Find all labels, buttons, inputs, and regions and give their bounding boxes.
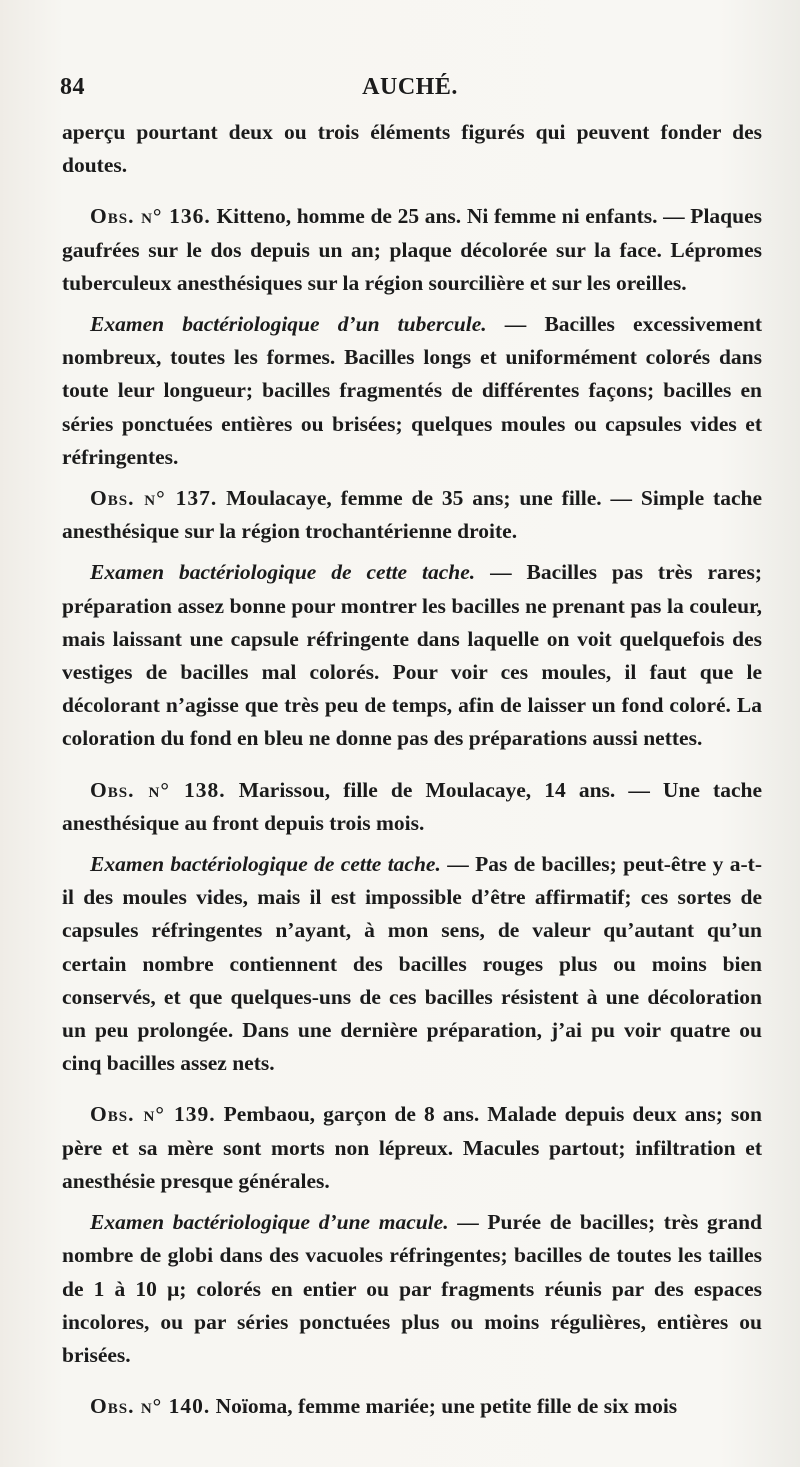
body-text [62,116,762,1431]
exam-label: Examen bactériologique d’un tubercule. [90,312,487,337]
running-title: AUCHÉ. [362,74,458,100]
observation-label: Obs. n° 140. [90,1394,211,1419]
exam-label: Examen bactériologique de cette tache. [90,560,476,585]
exam-paragraph: Examen bactériologique de cette tache. — Bacilles pas très rares; préparation assez bonne pour montrer les bacilles ne prenant pas la couleur, mais laissant une capsule réfringente dans laquelle on voit quelquefois des vestiges de bacilles mal colorés. Pour voir ces moules, il faut que le décolorant n’agisse que très peu de temps, afin de laisser un fond coloré. La coloration du fond en bleu ne donne pas des préparations aussi nettes. [62,560,762,751]
exam-paragraph: Examen bactériologique de cette tache. — Pas de bacilles; peut-être y a-t-il des moules vides, mais il est impossible d’être affirmatif; ces sortes de capsules réfringentes n’ayant, à mon sens, de valeur qu’autant qu’un certain nombre contiennent des bacilles rouges plus ou moins bien conservés, et que quelques-uns de ces bacilles résistent à une décoloration un peu prolongée. Dans une dernière préparation, j’ai pu voir quatre ou cinq bacilles assez nets. [62,852,762,1076]
observation-label: Obs. n° 137. [90,486,218,511]
observation-paragraph: Obs. n° 137. Moulacaye, femme de 35 ans; une fille. — Simple tache anesthésique sur la région trochantérienne droite. [62,486,762,544]
observation-paragraph: Obs. n° 138. Marissou, fille de Moulacaye, 14 ans. — Une tache anesthésique au front depuis trois mois. [62,777,762,835]
observation-label: Obs. n° 136. [90,204,211,229]
exam-paragraph: Examen bactériologique d’une macule. — Purée de bacilles; très grand nombre de globi dans des vacuoles réfringentes; bacilles de toutes les tailles de 1 à 10 μ; colorés en entier ou par fragments réunis par des espaces incolores, ou par séries ponctuées plus ou moins régulières, entières ou brisées. [62,1210,762,1367]
exam-paragraph: Examen bactériologique d’un tubercule. — Bacilles excessivement nombreux, toutes les formes. Bacilles longs et uniformément colorés dans toute leur longueur; bacilles fragmentés de différentes façons; bacilles en séries ponctuées entières ou brisées; quelques moules ou capsules vides et réfringentes. [62,312,762,469]
paragraph: aperçu pourtant deux ou trois éléments figurés qui peuvent fonder des doutes. [62,120,762,178]
observation-paragraph: Obs. n° 139. Pembaou, garçon de 8 ans. Malade depuis deux ans; son père et sa mère sont morts non lépreux. Macules partout; infiltration et anesthésie presque générales. [62,1102,762,1193]
page-header [60,74,760,104]
page-number: 84 [60,74,85,100]
exam-label: Examen bactériologique de cette tache. [90,852,441,877]
observation-label: Obs. n° 139. [90,1102,216,1127]
observation-label: Obs. n° 138. [90,777,226,802]
exam-label: Examen bactériologique d’une macule. [90,1210,449,1235]
observation-paragraph: Obs. n° 140. Noïoma, femme mariée; une petite fille de six mois [90,1394,678,1419]
observation-paragraph: Obs. n° 136. Kitteno, homme de 25 ans. Ni femme ni enfants. — Plaques gaufrées sur le dos depuis un an; plaque décolorée sur la face. Lépromes tuberculeux anesthésiques sur la région sourcilière et sur les oreilles. [62,204,762,295]
